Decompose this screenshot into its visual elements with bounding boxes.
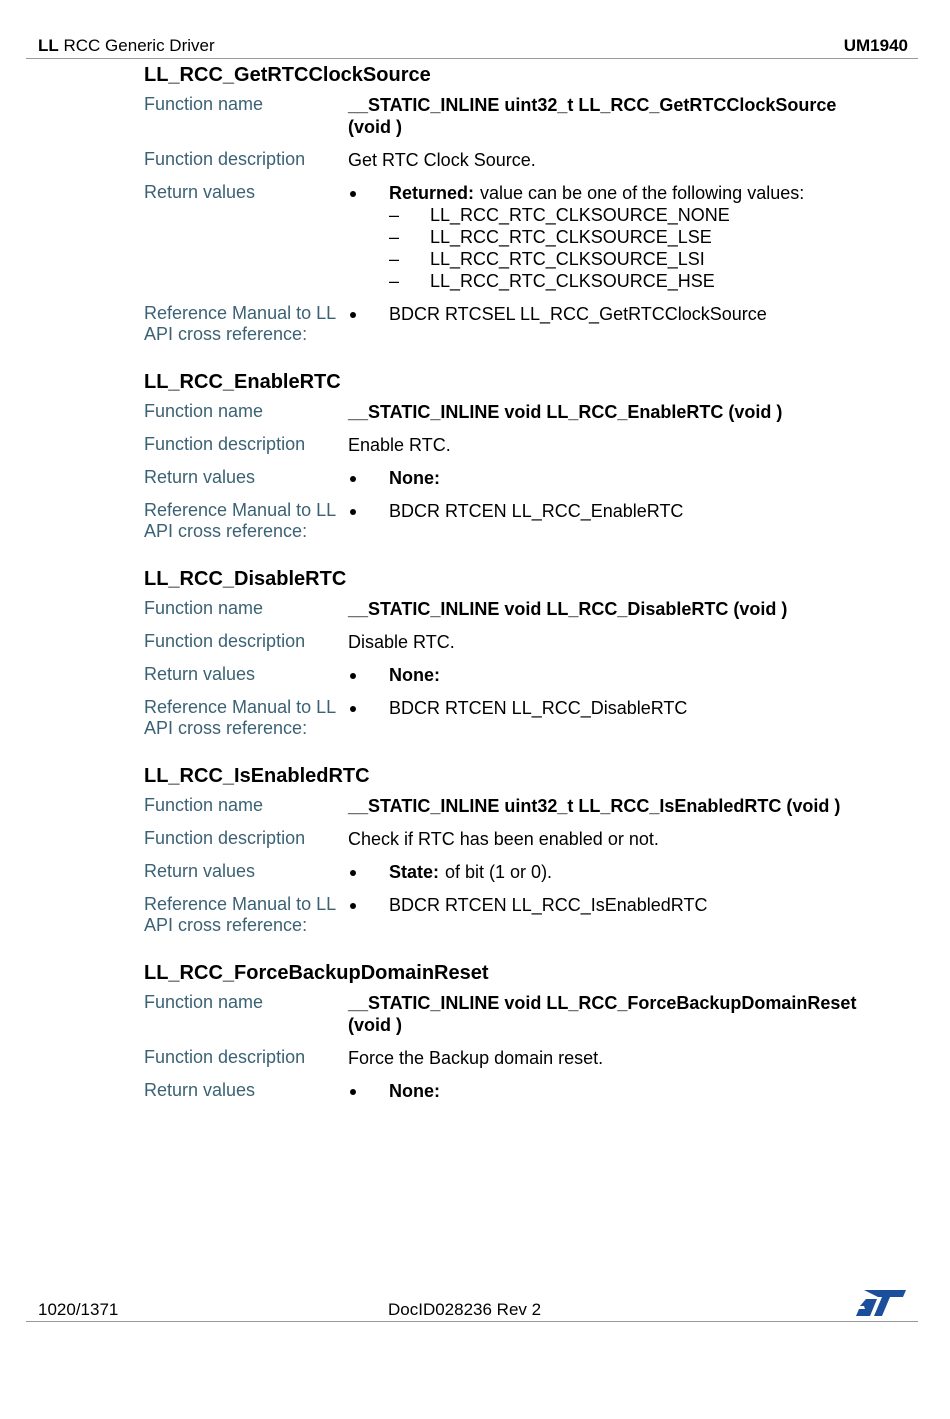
function-name-label: Function name [144,992,264,1012]
bullet-item [348,467,884,489]
function-description-label: Function description [144,828,306,848]
bullet-icon [348,861,389,883]
list-item [389,204,884,226]
bullet-item [348,1080,884,1102]
header-title [38,36,215,56]
st-logo-icon [854,1288,908,1318]
return-values-value [348,467,884,489]
function-section [144,62,884,345]
reference-text: BDCR RTCEN LL_RCC_DisableRTC [389,698,688,718]
return-text: of bit (1 or 0). [445,862,553,882]
return-values-label: Return values [144,861,256,881]
bullet-item [348,664,884,686]
return-values-value [348,861,884,883]
function-name-value: __STATIC_INLINE void LL_RCC_EnableRTC (void ) [348,402,783,422]
function-section [144,960,884,1102]
dash-icon: – [389,227,400,247]
bullet-icon [348,1080,389,1102]
function-name-value: __STATIC_INLINE uint32_t LL_RCC_GetRTCClockSource (void ) [348,95,837,137]
reference-row [144,500,884,542]
return-values-label: Return values [144,1080,256,1100]
return-keyword: None: [389,1081,440,1101]
reference-value [348,500,884,522]
reference-label: Reference Manual to LL API cross reference: [144,303,336,344]
bullet-icon [348,697,389,719]
bullet-icon [348,303,389,325]
function-description-row [144,149,884,171]
header-prefix: LL [38,36,59,55]
section-title: LL_RCC_DisableRTC [144,568,347,590]
function-section [144,763,884,936]
function-name-row [144,401,884,423]
return-values-row [144,1080,884,1102]
function-description-row [144,828,884,850]
return-values-value [348,182,884,292]
function-description-value: Get RTC Clock Source. [348,150,536,170]
return-values-row [144,861,884,883]
function-description-row [144,434,884,456]
return-text: value can be one of the following values: [480,183,805,203]
reference-label: Reference Manual to LL API cross reference: [144,500,336,541]
dash-icon: – [389,249,400,269]
dash-icon: – [389,271,400,291]
reference-text: BDCR RTCEN LL_RCC_EnableRTC [389,501,684,521]
reference-row [144,303,884,345]
return-keyword: State: [389,862,440,882]
return-values-row [144,467,884,489]
reference-text: BDCR RTCEN LL_RCC_IsEnabledRTC [389,895,708,915]
bullet-item [348,500,884,522]
reference-row [144,697,884,739]
bullet-icon [348,500,389,522]
list-item [389,226,884,248]
function-description-value: Check if RTC has been enabled or not. [348,829,659,849]
bullet-icon [348,894,389,916]
page-footer [26,1298,918,1322]
list-item-text: LL_RCC_RTC_CLKSOURCE_LSI [430,249,705,269]
section-title: LL_RCC_EnableRTC [144,371,341,393]
bullet-item [348,182,884,204]
function-section [144,566,884,739]
function-name-label: Function name [144,401,264,421]
reference-value [348,303,884,325]
function-section [144,369,884,542]
list-item [389,248,884,270]
return-keyword: Returned: [389,183,474,203]
list-item-text: LL_RCC_RTC_CLKSOURCE_LSE [430,227,712,247]
header-title-text: RCC Generic Driver [58,36,215,55]
list-item-text: LL_RCC_RTC_CLKSOURCE_HSE [430,271,715,291]
reference-label: Reference Manual to LL API cross reference: [144,894,336,935]
function-description-label: Function description [144,434,306,454]
page-number: 1020/1371 [38,1300,119,1319]
document-body [144,62,884,1126]
function-name-row [144,94,884,138]
list-item-text: LL_RCC_RTC_CLKSOURCE_NONE [430,205,730,225]
return-keyword: None: [389,468,440,488]
reference-text: BDCR RTCSEL LL_RCC_GetRTCClockSource [389,304,767,324]
function-description-row [144,631,884,653]
function-name-row [144,992,884,1036]
function-description-label: Function description [144,631,306,651]
reference-value [348,697,884,719]
function-name-label: Function name [144,94,264,114]
function-name-label: Function name [144,795,264,815]
bullet-icon [348,182,389,204]
return-values-label: Return values [144,182,256,202]
return-values-value [348,664,884,686]
section-title: LL_RCC_ForceBackupDomainReset [144,962,489,984]
doc-id: DocID028236 Rev 2 [388,1300,542,1319]
dash-icon: – [389,205,400,225]
return-values-value [348,1080,884,1102]
function-description-row [144,1047,884,1069]
function-description-value: Force the Backup domain reset. [348,1048,604,1068]
function-name-value: __STATIC_INLINE uint32_t LL_RCC_IsEnabledRTC (void ) [348,796,841,816]
reference-value [348,894,884,916]
bullet-item [348,894,884,916]
function-description-label: Function description [144,149,306,169]
bullet-icon [348,467,389,489]
function-name-row [144,598,884,620]
reference-row [144,894,884,936]
bullet-item [348,697,884,719]
bullet-item [348,861,884,883]
function-name-value: __STATIC_INLINE void LL_RCC_ForceBackupDomainReset (void ) [348,993,857,1035]
return-values-label: Return values [144,467,256,487]
function-description-label: Function description [144,1047,306,1067]
return-values-row [144,182,884,292]
page-header [26,36,918,59]
function-name-label: Function name [144,598,264,618]
function-name-value: __STATIC_INLINE void LL_RCC_DisableRTC (void ) [348,599,788,619]
return-values-label: Return values [144,664,256,684]
return-values-row [144,664,884,686]
list-item [389,270,884,292]
header-doc-number: UM1940 [843,36,908,55]
function-description-value: Disable RTC. [348,632,455,652]
section-title: LL_RCC_IsEnabledRTC [144,765,370,787]
section-title: LL_RCC_GetRTCClockSource [144,64,431,86]
function-description-value: Enable RTC. [348,435,451,455]
bullet-icon [348,664,389,686]
return-keyword: None: [389,665,440,685]
function-name-row [144,795,884,817]
bullet-item [348,303,884,325]
reference-label: Reference Manual to LL API cross reference: [144,697,336,738]
